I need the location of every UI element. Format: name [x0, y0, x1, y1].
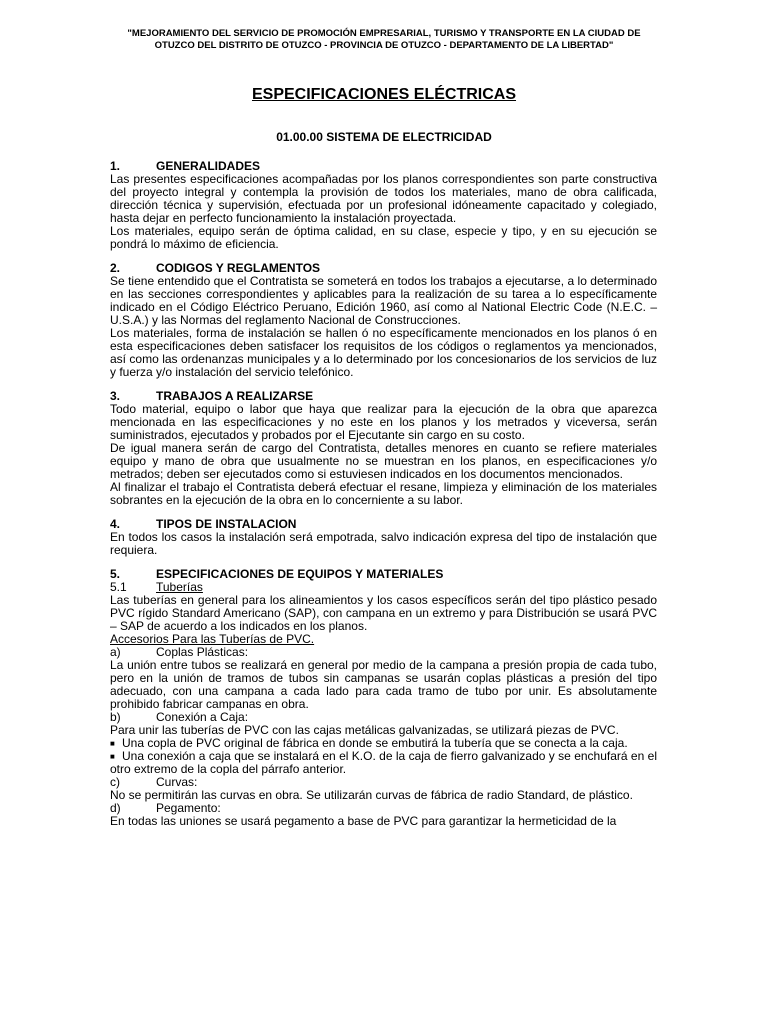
paragraph: Al finalizar el trabajo el Contratista deberá efectuar el resane, limpieza y eliminación de los materiales sobrantes en la ejecución de la obra en lo concerniente a su labor. — [110, 480, 657, 507]
section-title: TIPOS DE INSTALACION — [156, 517, 297, 531]
bullet-item — [110, 750, 657, 776]
section-title: TRABAJOS A REALIZARSE — [156, 389, 314, 403]
paragraph: Las tuberías en general para los alineamientos y los casos específicos serán del tipo plástico pesado PVC rígido Standard Americano (SAP), con campana en un extremo y para Distribución se usará PVC – SAP de acuerdo a los indicados en los planos. — [110, 593, 657, 633]
paragraph: Para unir las tuberías de PVC con las cajas metálicas galvanizadas, se utilizará piezas de PVC. — [110, 723, 619, 737]
bullet-text: Una copla de PVC original de fábrica en donde se embutirá la tubería que se conecta a la caja. — [122, 736, 628, 750]
bullet-icon: ■ — [110, 739, 115, 748]
section-generalidades — [110, 160, 657, 251]
paragraph: De igual manera serán de cargo del Contratista, detalles menores en cuanto se refiere materiales equipo y mano de obra que usualmente no se muestran en los planos, en especificaciones y/o metrados; deben ser ejecutados como si estuviesen indicados en los documentos mencionados. — [110, 441, 657, 481]
paragraph: Los materiales, equipo serán de óptima calidad, en su clase, especie y tipo, y en su ejecución se pondrá lo máximo de eficiencia. — [110, 224, 657, 251]
item-letter: d) — [110, 801, 121, 815]
section-title: CODIGOS Y REGLAMENTOS — [156, 261, 321, 275]
paragraph: Los materiales, forma de instalación se hallen ó no específicamente mencionados en los planos ó en esta especificaciones deben satisfacer los requisitos de los códigos o reglamentos ya mencionados, así como las ordenanzas municipales y a lo determinado por los concesionarios de los servicios de luz y fuerza y/o instalación del servicio telefónico. — [110, 326, 657, 379]
section-trabajos — [110, 390, 657, 507]
section-number: 1. — [110, 159, 121, 173]
paragraph: Las presentes especificaciones acompañadas por los planos correspondientes son parte constructiva del proyecto integral y contempla la provisión de todos los materiales, mano de obra calificada, dirección técnica y supervisión, efectuada por un profesional idóneamente capacitado y colegiado, hasta dejar en perfecto funcionamiento la instalación proyectada. — [110, 172, 657, 225]
section-number: 3. — [110, 389, 121, 403]
item-letter: a) — [110, 645, 121, 659]
subsection-number: 5.1 — [110, 580, 127, 594]
paragraph: Todo material, equipo o labor que haya que realizar para la ejecución de la obra que aparezca mencionada en las especificaciones y no este en los planos y los metrados y viceversa, serán suministrados, ejecutados y probados por el Ejecutante sin cargo en su costo. — [110, 402, 657, 442]
item-title: Pegamento: — [156, 801, 221, 815]
item-title: Curvas: — [156, 775, 198, 789]
paragraph: Se tiene entendido que el Contratista se someterá en todos los trabajos a ejecutarse, a lo determinado en las secciones correspondientes y aplicables para la realización de su tarea a lo específicamente indicado en el Código Eléctrico Peruano, Edición 1960, así como al National Electric Code (N.E.C. – U.S.A.) y las Normas del reglamento Nacional de Construcciones. — [110, 274, 657, 327]
section-title: GENERALIDADES — [156, 159, 261, 173]
item-letter: c) — [110, 775, 120, 789]
section-especificaciones-equipos — [110, 568, 657, 828]
accessories-heading: Accesorios Para las Tuberías de PVC. — [110, 632, 315, 646]
item-letter: b) — [110, 710, 121, 724]
bullet-icon: ■ — [110, 752, 115, 761]
section-number: 5. — [110, 567, 121, 581]
header-line-2: OTUZCO DEL DISTRITO DE OTUZCO - PROVINCIA DE OTUZCO - DEPARTAMENTO DE LA LIBERTAD" — [154, 40, 614, 51]
item-title: Conexión a Caja: — [156, 710, 249, 724]
section-number: 4. — [110, 517, 121, 531]
paragraph: La unión entre tubos se realizará en general por medio de la campana a presión propia de cada tubo, pero en la unión de tramos de tubos sin campanas se usarán coplas plásticas a presión del tipo adecuado, con una campana a cada lado para cada tramo de tubo por unir. Es absolutamente prohibido fabricar campanas en obra. — [110, 658, 657, 711]
section-title: ESPECIFICACIONES DE EQUIPOS Y MATERIALES — [156, 567, 444, 581]
section-number: 2. — [110, 261, 121, 275]
paragraph: En todas las uniones se usará pegamento a base de PVC para garantizar la hermeticidad de la — [110, 814, 617, 828]
subsection-title: Tuberías — [156, 580, 203, 594]
project-header — [100, 28, 668, 52]
section-subtitle: 01.00.00 SISTEMA DE ELECTRICIDAD — [276, 130, 492, 144]
paragraph: No se permitirán las curvas en obra. Se utilizarán curvas de fábrica de radio Standard, de plástico. — [110, 788, 633, 802]
section-codigos — [110, 262, 657, 379]
document-title: ESPECIFICACIONES ELÉCTRICAS — [251, 86, 517, 103]
section-tipos-instalacion — [110, 518, 657, 557]
bullet-text: Una conexión a caja que se instalará en el K.O. de la caja de fierro galvanizado y se enchufará en el otro extremo de la copla del párrafo anterior. — [110, 749, 657, 776]
paragraph: En todos los casos la instalación será empotrada, salvo indicación expresa del tipo de instalación que requiera. — [110, 530, 657, 557]
item-title: Coplas Plásticas: — [156, 645, 249, 659]
header-line-1: "MEJORAMIENTO DEL SERVICIO DE PROMOCIÓN EMPRESARIAL, TURISMO Y TRANSPORTE EN LA CIUDAD DE — [127, 28, 641, 39]
document-body — [110, 160, 657, 828]
